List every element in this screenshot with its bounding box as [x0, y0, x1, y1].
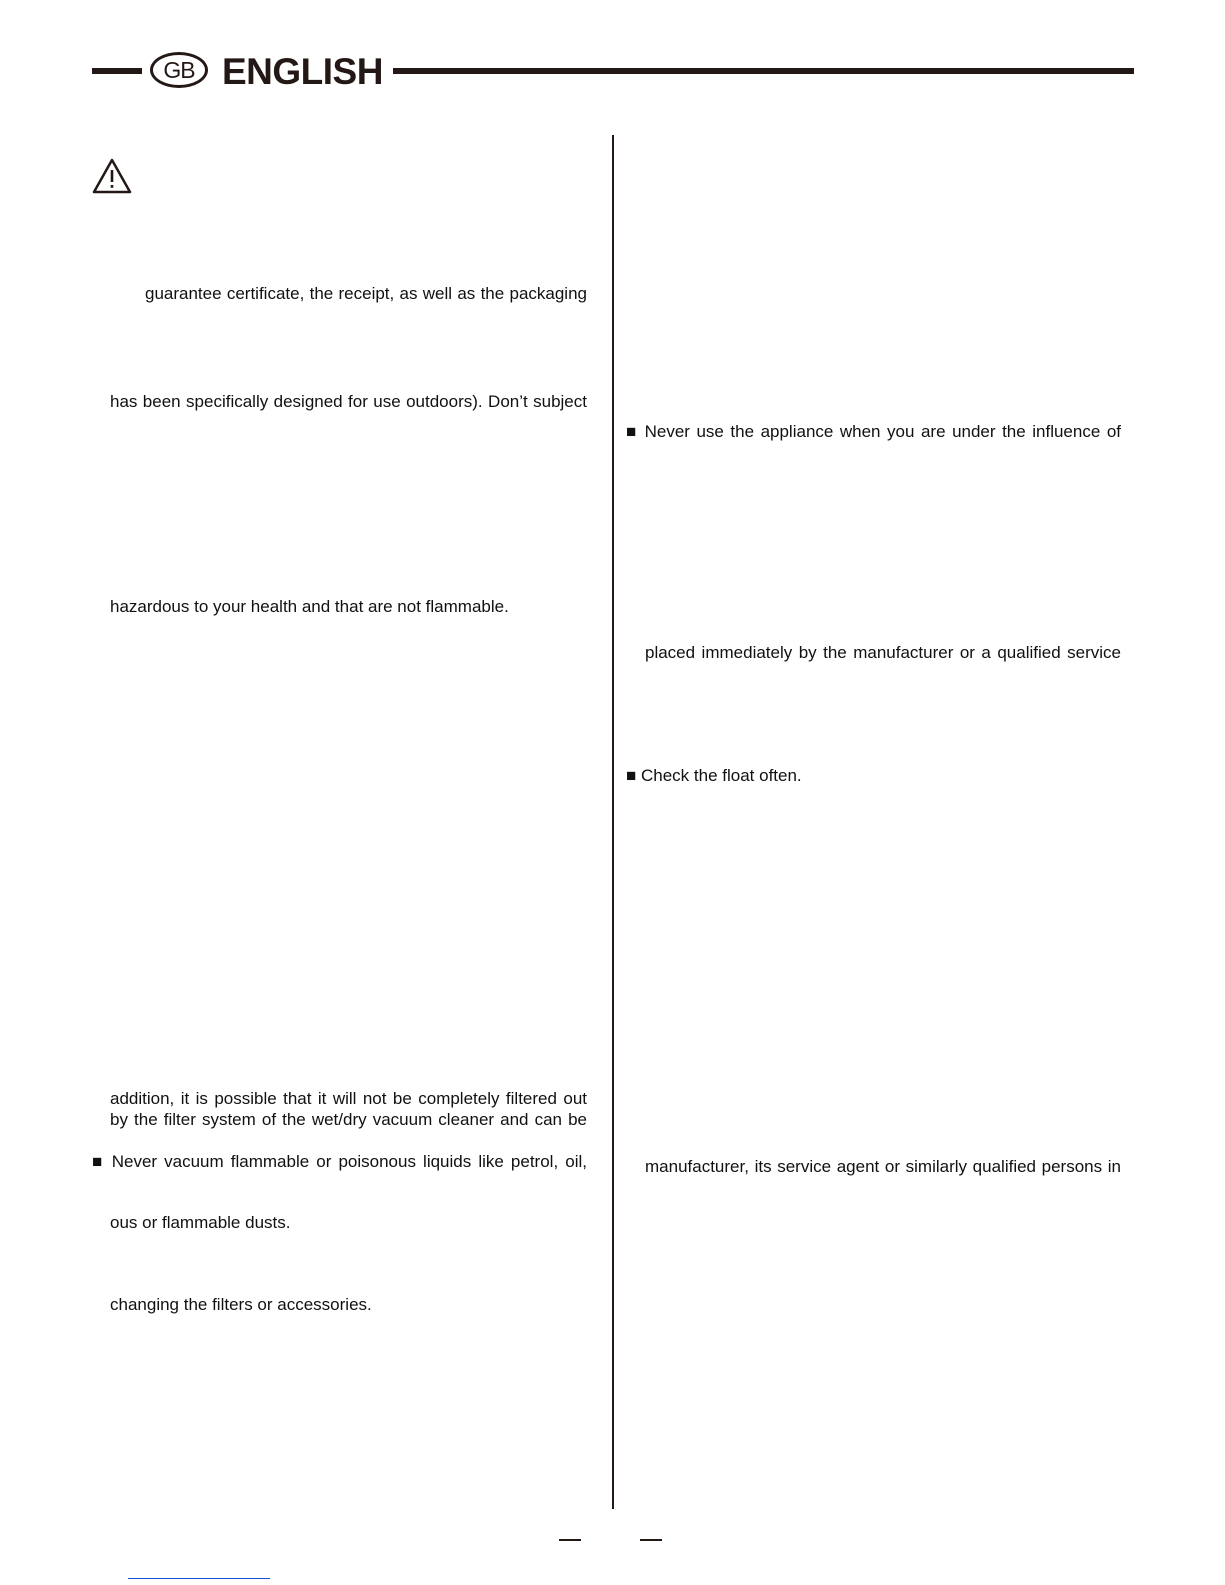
left-line-filters: changing the filters or accessories. — [110, 1295, 372, 1314]
column-divider — [612, 135, 614, 1509]
header-rule-right — [393, 68, 1134, 74]
left-line-dusts: ous or flammable dusts. — [110, 1213, 291, 1232]
page-number-dash-left — [559, 1539, 581, 1541]
left-line-addition: addition, it is possible that it will not be completely filtered out — [110, 1089, 587, 1108]
right-bullet-influence: ■ Never use the appliance when you are under the influence of — [626, 422, 1121, 441]
left-line-outdoors: has been specifically designed for use outdoors). Don’t subject — [110, 392, 587, 411]
right-bullet-float: ■ Check the float often. — [626, 766, 802, 785]
language-badge: GB — [150, 52, 208, 88]
warning-triangle-icon — [92, 158, 132, 194]
language-title: ENGLISH — [222, 51, 383, 92]
header-rule-left — [92, 68, 142, 74]
left-bullet-flammable: ■ Never vacuum flammable or poisonous liquids like petrol, oil, — [92, 1152, 587, 1171]
left-line-filter-system: by the filter system of the wet/dry vacuum cleaner and can be — [110, 1110, 587, 1129]
right-line-replaced: placed immediately by the manufacturer or a qualified service — [645, 643, 1121, 662]
left-line-hazardous: hazardous to your health and that are not flammable. — [110, 597, 509, 616]
page-number-dash-right — [640, 1539, 662, 1541]
right-line-manufacturer: manufacturer, its service agent or similarly qualified persons in — [645, 1157, 1121, 1176]
left-line-guarantee: guarantee certificate, the receipt, as well as the packaging — [145, 284, 587, 303]
footer-link-underline — [128, 1578, 270, 1579]
